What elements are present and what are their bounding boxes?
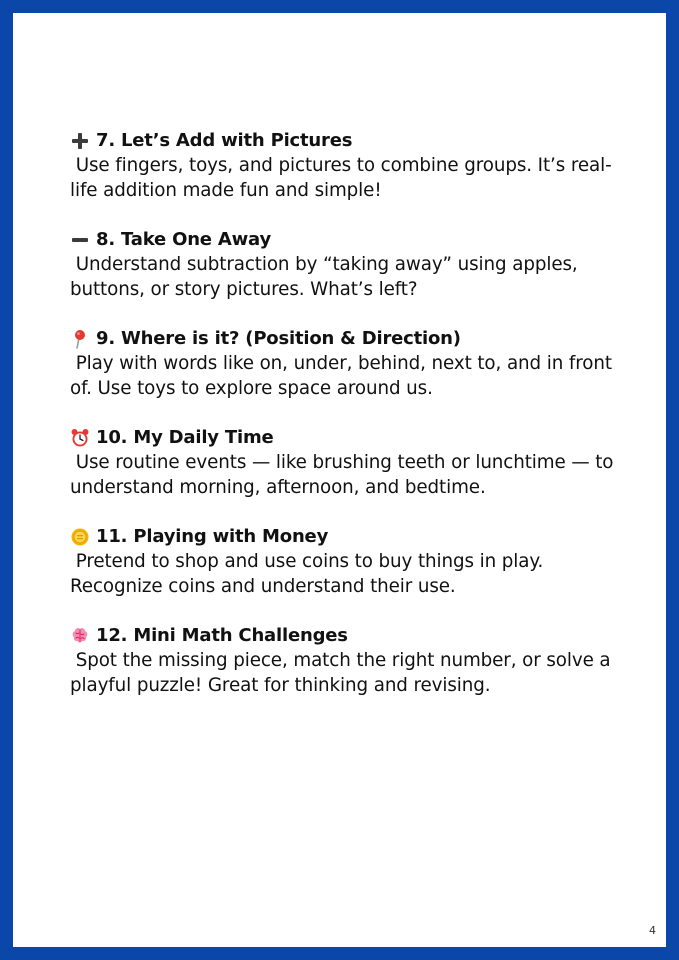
section-take-one-away xyxy=(70,227,630,302)
section-body: Understand subtraction by “taking away” using apples, buttons, or story pictures. What’s left? xyxy=(70,254,584,300)
section-heading xyxy=(70,425,630,450)
section-heading xyxy=(70,227,630,252)
pin-icon xyxy=(70,329,90,349)
plus-icon xyxy=(70,131,90,151)
content xyxy=(70,128,630,722)
section-body: Use fingers, toys, and pictures to combine groups. It’s real-life addition made fun and simple! xyxy=(70,155,612,201)
brain-icon xyxy=(70,626,90,646)
section-title: 11. Playing with Money xyxy=(96,526,329,547)
section-heading xyxy=(70,326,630,351)
section-add-with-pictures xyxy=(70,128,630,203)
alarm-clock-icon xyxy=(70,428,90,448)
section-title: 8. Take One Away xyxy=(96,229,271,250)
section-body: Use routine events — like brushing teeth or lunchtime — to understand morning, afternoon, and bedtime. xyxy=(70,452,620,498)
section-title: 7. Let’s Add with Pictures xyxy=(96,130,353,151)
section-position-direction xyxy=(70,326,630,401)
section-heading xyxy=(70,623,630,648)
section-title: 12. Mini Math Challenges xyxy=(96,625,348,646)
section-body: Play with words like on, under, behind, next to, and in front of. Use toys to explore space around us. xyxy=(70,353,618,399)
section-playing-with-money xyxy=(70,524,630,599)
coin-icon xyxy=(70,527,90,547)
section-body: Spot the missing piece, match the right number, or solve a playful puzzle! Great for thinking and revising. xyxy=(70,650,617,696)
section-mini-math-challenges xyxy=(70,623,630,698)
section-heading xyxy=(70,128,630,153)
page-number: 4 xyxy=(649,924,656,937)
section-heading xyxy=(70,524,630,549)
section-daily-time xyxy=(70,425,630,500)
section-body: Pretend to shop and use coins to buy things in play. Recognize coins and understand their use. xyxy=(70,551,549,597)
section-title: 9. Where is it? (Position & Direction) xyxy=(96,328,461,349)
minus-icon xyxy=(70,230,90,250)
section-title: 10. My Daily Time xyxy=(96,427,274,448)
